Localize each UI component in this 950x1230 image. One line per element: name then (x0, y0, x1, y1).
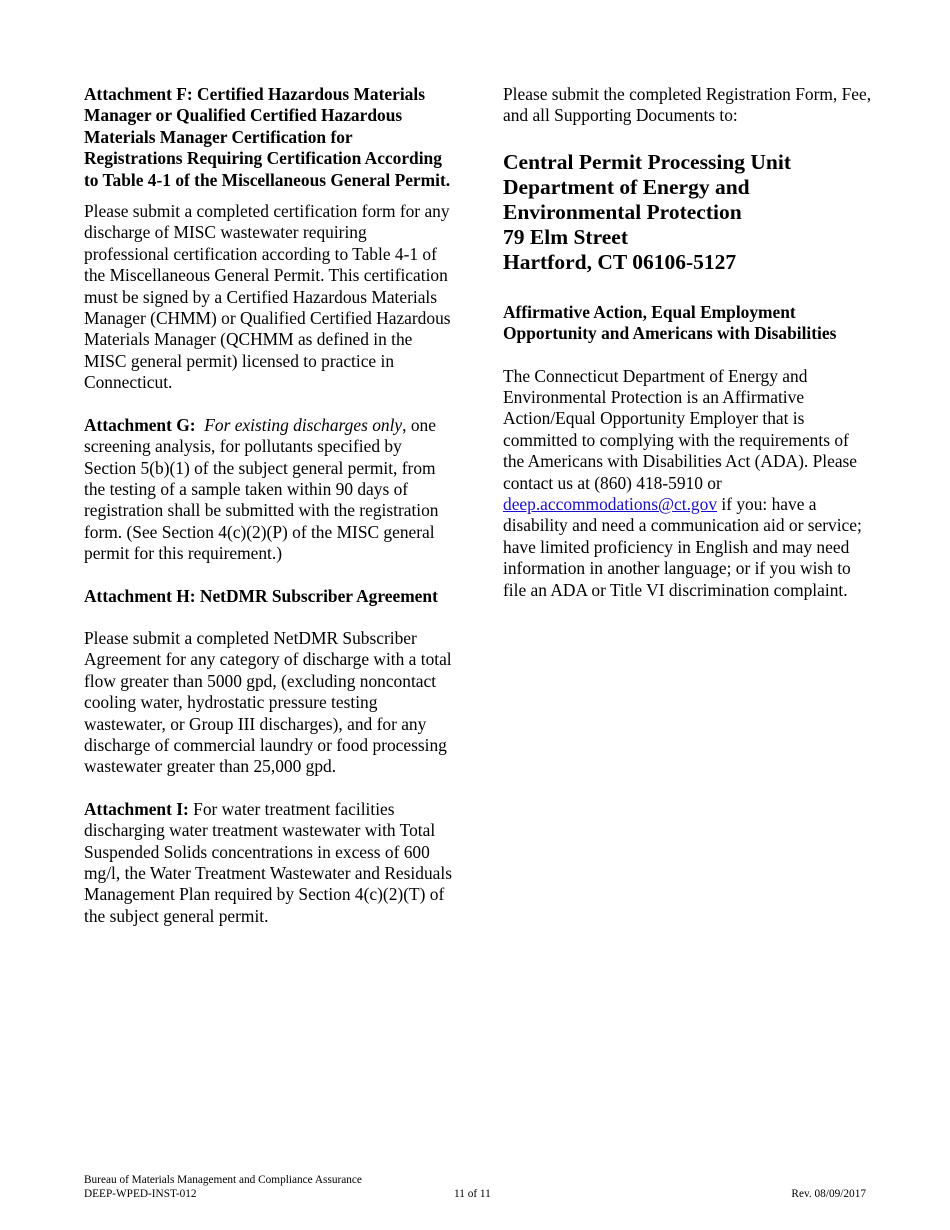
address-line-5: Hartford, CT 06106-5127 (503, 249, 737, 274)
left-column (84, 84, 454, 927)
footer-page-number: 11 of 11 (454, 1188, 491, 1200)
attachment-g-label: Attachment G: (84, 414, 196, 435)
mailing-address (503, 150, 873, 275)
attachment-h-body: Please submit a completed NetDMR Subscriber Agreement for any category of discharge with a total flow greater than 5000 gpd, (excluding noncontact cooling water, hydrostatic pressure testing wastewater, or Group III discharges), and for any discharge of commercial laundry or food processing wastewater greater than 25,000 gpd. (84, 627, 452, 777)
attachment-g-italic: For existing discharges only (204, 414, 403, 435)
aa-body-before: The Connecticut Department of Energy and Environmental Protection is an Affirmative Action/Equal Opportunity Employer that is committed to complying with the requirements of the Americans with Disabilities Act (ADA). Please contact us at (860) 418-5910 or (503, 365, 858, 493)
submit-intro: Please submit the completed Registration Form, Fee, and all Supporting Documents to: (503, 84, 872, 126)
address-line-3: Environmental Protection (503, 199, 742, 224)
attachment-i-body: For water treatment facilities discharging water treatment wastewater with Total Suspended Solids concentrations in excess of 600 mg/l, the Water Treatment Wastewater and Residuals Management Plan required by Section 4(c)(2)(T) of the subject general permit. (84, 798, 452, 926)
attachment-i-paragraph (84, 799, 454, 927)
address-line-1: Central Permit Processing Unit (503, 149, 791, 174)
address-line-4: 79 Elm Street (503, 224, 628, 249)
attachment-g-body: , one screening analysis, for pollutants specified by Section 5(b)(1) of the subject general permit, from the testing of a sample taken within 90 days of registration shall be submitted with the registration form. (See Section 4(c)(2)(P) of the MISC general permit for this requirement.) (84, 414, 439, 564)
attachment-i-label: Attachment I: (84, 798, 189, 819)
affirmative-action-heading: Affirmative Action, Equal Employment Opportunity and Americans with Disabilities (503, 301, 837, 344)
attachment-f-heading: Attachment F: Certified Hazardous Materials Manager or Qualified Certified Hazardous Materials Manager Certification for Registrations Requiring Certification According to Table 4-1 of the Miscellaneous General Permit. (84, 84, 451, 190)
right-column (503, 84, 873, 601)
footer-doc-id: DEEP-WPED-INST-012 (84, 1188, 197, 1200)
footer-revision: Rev. 08/09/2017 (791, 1188, 866, 1200)
address-line-2: Department of Energy and (503, 174, 750, 199)
affirmative-action-body (503, 366, 873, 601)
accommodations-email-link[interactable]: deep.accommodations@ct.gov (503, 494, 718, 515)
attachment-f-body: Please submit a completed certification form for any discharge of MISC wastewater requiring professional certification according to Table 4-1 of the Miscellaneous General Permit. This certification must be signed by a Certified Hazardous Materials Manager (CHMM) or Qualified Certified Hazardous Materials Manager (QCHMM as defined in the MISC general permit) licensed to practice in Connecticut. (84, 201, 451, 393)
footer-bureau: Bureau of Materials Management and Compliance Assurance (84, 1174, 362, 1186)
attachment-g-paragraph (84, 415, 454, 565)
page-footer (84, 1173, 866, 1201)
attachment-h-heading: Attachment H: NetDMR Subscriber Agreement (84, 585, 438, 606)
aa-body-after: if you: have a disability and need a communication aid or service; have limited proficiency in English and may need information in another language; or if you wish to file an ADA or Title VI discrimination complaint. (503, 494, 862, 600)
